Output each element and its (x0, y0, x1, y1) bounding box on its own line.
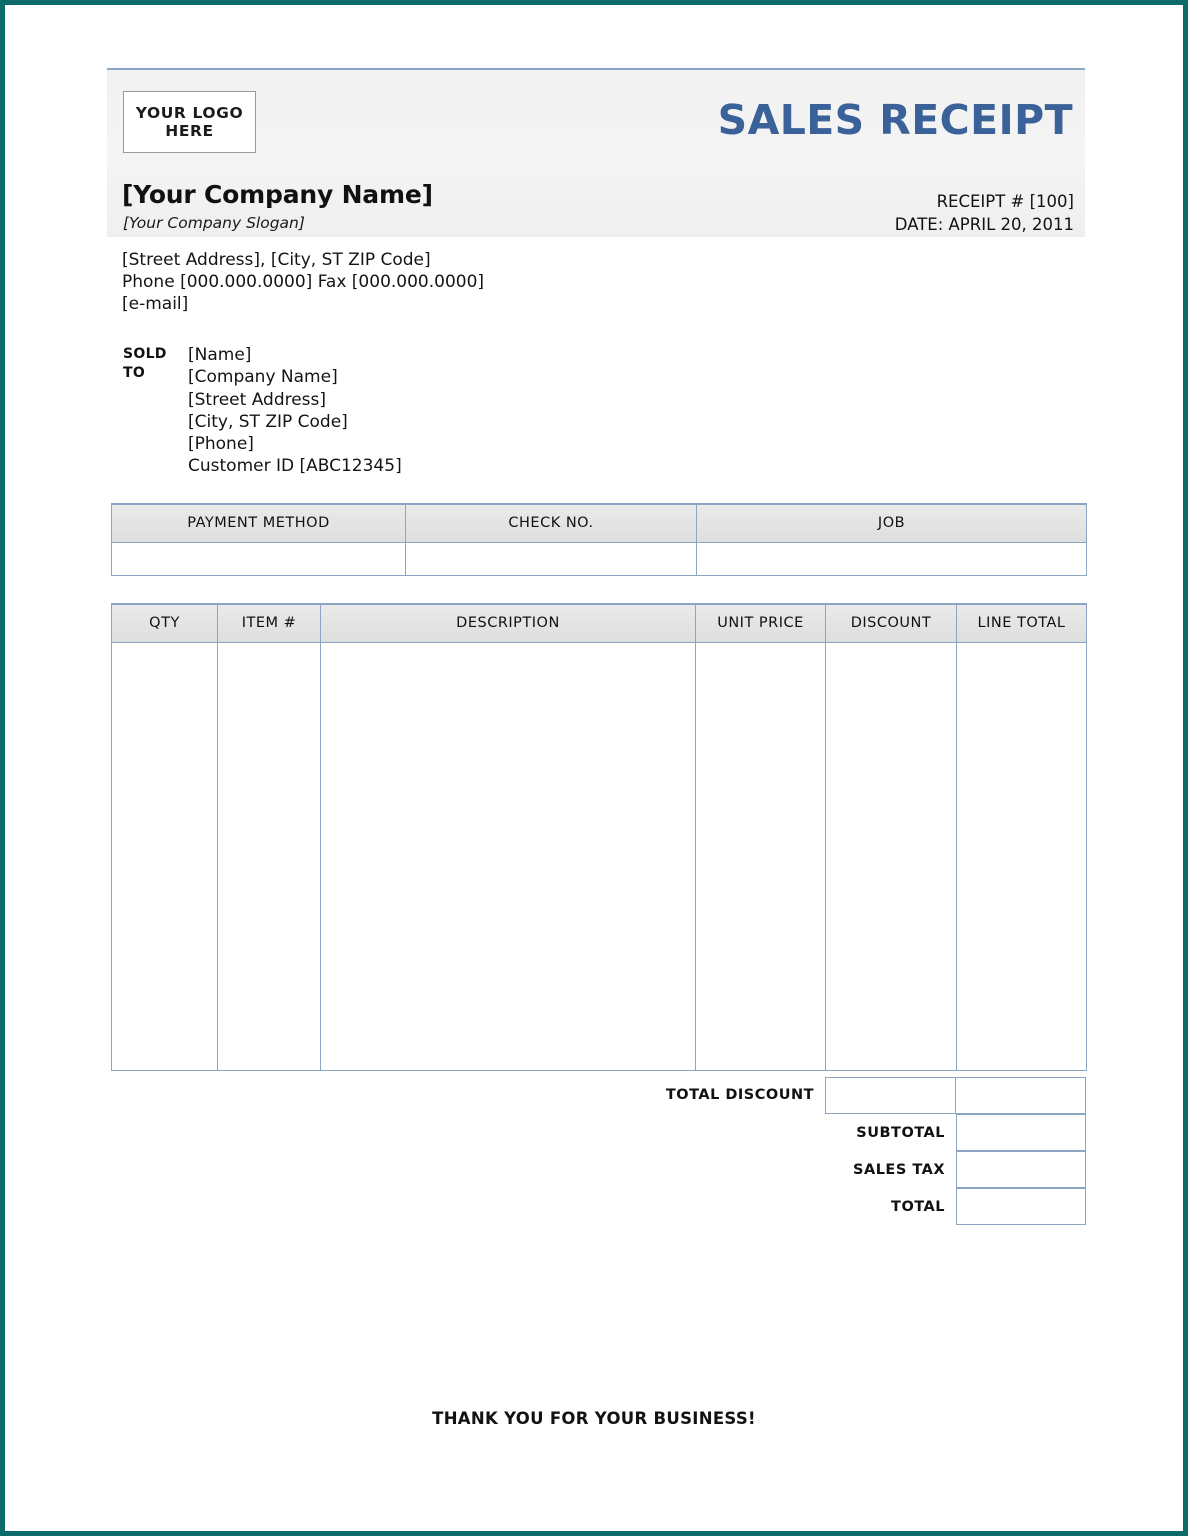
sold-to-label-line-1: SOLD (123, 346, 167, 362)
subtotal-row (111, 1114, 1086, 1151)
company-slogan: [Your Company Slogan] (123, 214, 305, 232)
company-name: [Your Company Name] (122, 180, 433, 209)
line-total-column-field[interactable] (957, 642, 1087, 1070)
receipt-date: DATE: APRIL 20, 2011 (894, 215, 1074, 235)
subtotal-value-field[interactable] (956, 1114, 1086, 1151)
job-field[interactable] (697, 542, 1087, 575)
discount-header: DISCOUNT (826, 604, 957, 642)
company-address-line-2: Phone [000.000.0000] Fax [000.000.0000] (122, 271, 485, 292)
items-table-header-row (112, 604, 1087, 642)
item-number-header: ITEM # (218, 604, 321, 642)
check-no-header: CHECK NO. (406, 504, 697, 542)
total-discount-label: TOTAL DISCOUNT (665, 1087, 814, 1103)
sold-to-line-customer-id: Customer ID [ABC12345] (188, 456, 402, 477)
total-row (111, 1188, 1086, 1225)
document-title: SALES RECEIPT (717, 96, 1073, 144)
payment-details-table (111, 503, 1087, 576)
sold-to-label (123, 345, 185, 384)
items-table-body-row (112, 642, 1087, 1070)
qty-column-field[interactable] (112, 642, 218, 1070)
sold-to-line-company: [Company Name] (188, 367, 338, 388)
sold-to-lines (188, 344, 402, 478)
sold-to-line-phone: [Phone] (188, 434, 254, 455)
payment-method-header: PAYMENT METHOD (112, 504, 406, 542)
logo-placeholder-box[interactable] (123, 91, 256, 153)
description-column-field[interactable] (321, 642, 696, 1070)
logo-text-line-1: YOUR LOGO (135, 103, 244, 122)
total-value-field[interactable] (956, 1188, 1086, 1225)
sales-tax-value-field[interactable] (956, 1151, 1086, 1188)
thank-you-note: THANK YOU FOR YOUR BUSINESS! (432, 1409, 756, 1428)
payment-table-value-row (112, 542, 1087, 575)
item-number-column-field[interactable] (218, 642, 321, 1070)
check-no-field[interactable] (406, 542, 697, 575)
sold-to-line-name: [Name] (188, 345, 252, 365)
total-discount-value-field[interactable] (825, 1077, 956, 1114)
payment-method-field[interactable] (112, 542, 406, 575)
subtotal-label: SUBTOTAL (856, 1124, 945, 1141)
payment-table-header-row (112, 504, 1087, 542)
total-discount-line-total-field[interactable] (956, 1077, 1086, 1114)
total-label: TOTAL (891, 1198, 945, 1215)
sales-tax-label: SALES TAX (853, 1161, 945, 1178)
qty-header: QTY (112, 604, 218, 642)
unit-price-header: UNIT PRICE (696, 604, 826, 642)
job-header: JOB (697, 504, 1087, 542)
discount-column-field[interactable] (826, 642, 957, 1070)
receipt-meta (895, 190, 1074, 237)
line-items-table (111, 603, 1087, 1071)
receipt-sheet (5, 5, 1183, 1531)
company-address-line-1: [Street Address], [City, ST ZIP Code] (122, 250, 431, 270)
company-address-block (122, 250, 484, 316)
sold-to-line-city: [City, ST ZIP Code] (188, 411, 348, 432)
unit-price-column-field[interactable] (696, 642, 826, 1070)
total-discount-row (111, 1076, 1086, 1114)
receipt-header-band (107, 68, 1085, 237)
line-total-header: LINE TOTAL (957, 604, 1087, 642)
sold-to-label-line-2: TO (123, 365, 146, 382)
logo-text-line-2: HERE (165, 122, 214, 140)
sales-tax-row (111, 1151, 1086, 1188)
sold-to-line-street: [Street Address] (188, 389, 327, 410)
description-header: DESCRIPTION (321, 604, 696, 642)
company-address-line-3: [e-mail] (122, 293, 189, 314)
receipt-number: RECEIPT # [100] (936, 192, 1074, 211)
